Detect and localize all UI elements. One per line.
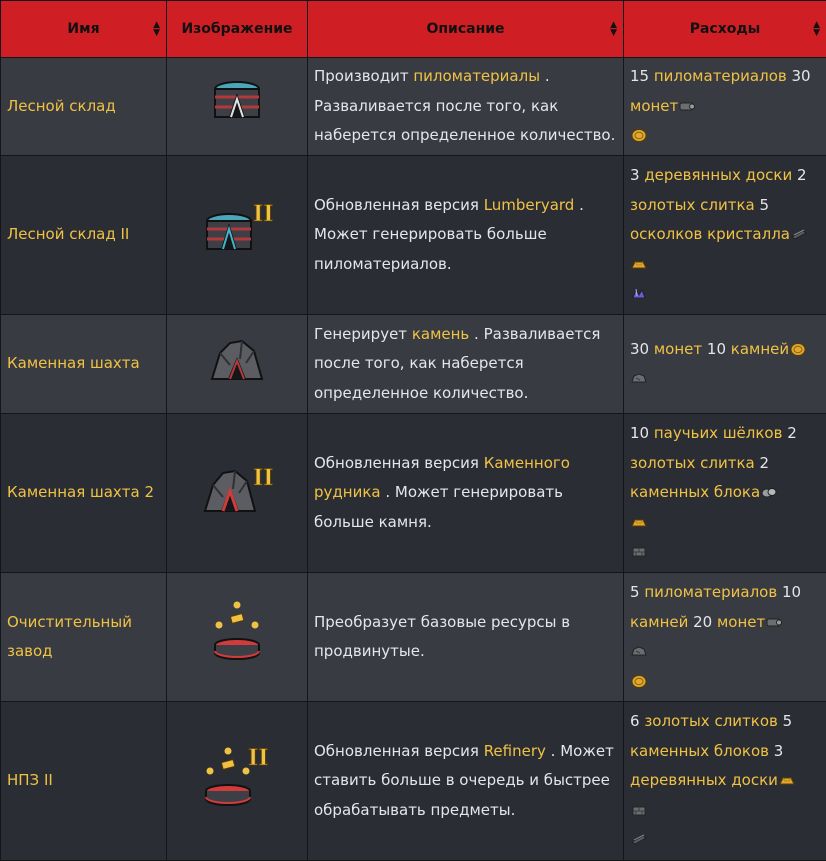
resource-link[interactable]: монет bbox=[630, 97, 678, 115]
cost-amount: 30 bbox=[630, 340, 654, 358]
resource-link[interactable]: паучьих шёлков bbox=[654, 424, 783, 442]
cost-amount: 10 bbox=[777, 583, 801, 601]
cost-amount: 3 bbox=[769, 742, 783, 760]
resource-link[interactable]: каменных блоков bbox=[630, 742, 769, 760]
description-text: . Может генерировать больше пиломатериалов. bbox=[314, 196, 584, 273]
cost-amount: 5 bbox=[755, 196, 769, 214]
lumberyard-icon bbox=[207, 113, 267, 131]
description-text: Производит bbox=[314, 67, 413, 85]
lumber-icon bbox=[678, 97, 695, 115]
gold-icon bbox=[630, 513, 647, 531]
building-cost bbox=[624, 58, 826, 156]
building-image[interactable] bbox=[167, 315, 308, 414]
cost-amount: 10 bbox=[702, 340, 731, 358]
stone-icon bbox=[630, 369, 647, 387]
cost-amount: 30 bbox=[787, 67, 811, 85]
description-text: . Разваливается после того, как наберется определенное количество. bbox=[314, 325, 600, 402]
building-description bbox=[308, 573, 624, 702]
resource-link[interactable]: золотых слитка bbox=[630, 454, 755, 472]
col-name-header[interactable]: Имя ▲ ▼ bbox=[1, 1, 167, 58]
block-icon bbox=[630, 542, 647, 560]
building-description bbox=[308, 414, 624, 573]
building-description bbox=[308, 315, 624, 414]
cost-amount: 15 bbox=[630, 67, 654, 85]
coin-icon bbox=[630, 126, 647, 144]
building-cost bbox=[624, 156, 826, 315]
col-image-header: Изображение bbox=[167, 1, 308, 58]
sort-icon[interactable]: ▲ ▼ bbox=[610, 21, 617, 37]
resource-link[interactable]: пиломатериалов bbox=[644, 583, 777, 601]
description-text: Генерирует bbox=[314, 325, 412, 343]
resource-link[interactable]: пиломатериалов bbox=[654, 67, 787, 85]
building-cost bbox=[624, 573, 826, 702]
resource-link[interactable]: камней bbox=[731, 340, 789, 358]
resource-link[interactable]: Lumberyard bbox=[484, 196, 575, 214]
table-row bbox=[1, 315, 826, 414]
resource-link[interactable]: камней bbox=[630, 613, 688, 631]
building-image[interactable] bbox=[167, 414, 308, 573]
plank-icon bbox=[630, 830, 647, 848]
building-image[interactable] bbox=[167, 58, 308, 156]
refinery-icon bbox=[209, 651, 265, 669]
stonemine-icon bbox=[206, 369, 268, 387]
table-row bbox=[1, 156, 826, 315]
svg-text:II: II bbox=[248, 745, 269, 771]
resource-link[interactable]: пиломатериалы bbox=[413, 67, 540, 85]
building-cost bbox=[624, 315, 826, 414]
building-description bbox=[308, 156, 624, 315]
resource-link[interactable]: монет bbox=[654, 340, 702, 358]
stonemine2-icon bbox=[199, 503, 275, 521]
plank-icon bbox=[790, 225, 807, 243]
col-cost-header[interactable]: Расходы ▲ ▼ bbox=[624, 1, 826, 58]
table-row bbox=[1, 702, 826, 861]
building-name[interactable]: Лесной склад II bbox=[1, 156, 167, 315]
crystal-icon bbox=[630, 284, 647, 302]
resource-link[interactable]: каменных блока bbox=[630, 483, 760, 501]
resource-link[interactable]: деревянных доски bbox=[630, 771, 778, 789]
building-cost bbox=[624, 702, 826, 861]
lumber-icon bbox=[765, 613, 782, 631]
cost-amount: 5 bbox=[630, 583, 644, 601]
building-name[interactable]: Каменная шахта 2 bbox=[1, 414, 167, 573]
resource-link[interactable]: золотых слитка bbox=[630, 196, 755, 214]
description-text: . Может ставить больше в очередь и быстрее обрабатывать предметы. bbox=[314, 742, 614, 819]
cost-amount: 3 bbox=[630, 166, 644, 184]
silk-icon bbox=[760, 483, 777, 501]
header-row bbox=[1, 1, 826, 58]
building-image[interactable] bbox=[167, 156, 308, 315]
cost-amount: 2 bbox=[792, 166, 806, 184]
building-image[interactable] bbox=[167, 573, 308, 702]
description-text: Преобразует базовые ресурсы в продвинутые. bbox=[314, 613, 570, 661]
svg-text:II: II bbox=[253, 201, 274, 227]
cost-amount: 5 bbox=[778, 712, 792, 730]
cost-amount: 2 bbox=[782, 424, 796, 442]
sort-icon[interactable]: ▲ ▼ bbox=[153, 21, 160, 37]
description-text: Обновленная версия bbox=[314, 454, 484, 472]
stone-icon bbox=[630, 642, 647, 660]
resource-link[interactable]: деревянных доски bbox=[644, 166, 792, 184]
description-text: Обновленная версия bbox=[314, 196, 484, 214]
gold-icon bbox=[778, 771, 795, 789]
coin-icon bbox=[789, 340, 806, 358]
cost-amount: 6 bbox=[630, 712, 644, 730]
building-name[interactable]: Очистительный завод bbox=[1, 573, 167, 702]
building-name[interactable]: Каменная шахта bbox=[1, 315, 167, 414]
svg-text:II: II bbox=[253, 465, 274, 491]
refinery2-icon bbox=[202, 797, 272, 815]
building-cost bbox=[624, 414, 826, 573]
description-text: . Может генерировать больше камня. bbox=[314, 483, 563, 531]
resource-link[interactable]: осколков кристалла bbox=[630, 225, 790, 243]
description-text: Обновленная версия bbox=[314, 742, 484, 760]
resource-link[interactable]: камень bbox=[412, 325, 469, 343]
gold-icon bbox=[630, 255, 647, 273]
table-row bbox=[1, 573, 826, 702]
resource-link[interactable]: золотых слитков bbox=[644, 712, 778, 730]
lumberyard2-icon bbox=[199, 245, 275, 263]
building-name[interactable]: Лесной склад bbox=[1, 58, 167, 156]
building-name[interactable]: НПЗ II bbox=[1, 702, 167, 861]
block-icon bbox=[630, 801, 647, 819]
resource-link[interactable]: Refinery bbox=[484, 742, 546, 760]
table-row bbox=[1, 58, 826, 156]
building-image[interactable] bbox=[167, 702, 308, 861]
sort-icon[interactable]: ▲ ▼ bbox=[813, 21, 820, 37]
building-description bbox=[308, 702, 624, 861]
building-description bbox=[308, 58, 624, 156]
cost-amount: 10 bbox=[630, 424, 654, 442]
cost-amount: 20 bbox=[688, 613, 717, 631]
coin-icon bbox=[630, 672, 647, 690]
description-text: . Разваливается после того, как наберется определенное количество. bbox=[314, 67, 615, 144]
resource-link[interactable]: Каменного рудника bbox=[314, 454, 570, 502]
resource-link[interactable]: монет bbox=[717, 613, 765, 631]
cost-amount: 2 bbox=[755, 454, 769, 472]
col-description-header[interactable]: Описание ▲ ▼ bbox=[308, 1, 624, 58]
table-row bbox=[1, 414, 826, 573]
